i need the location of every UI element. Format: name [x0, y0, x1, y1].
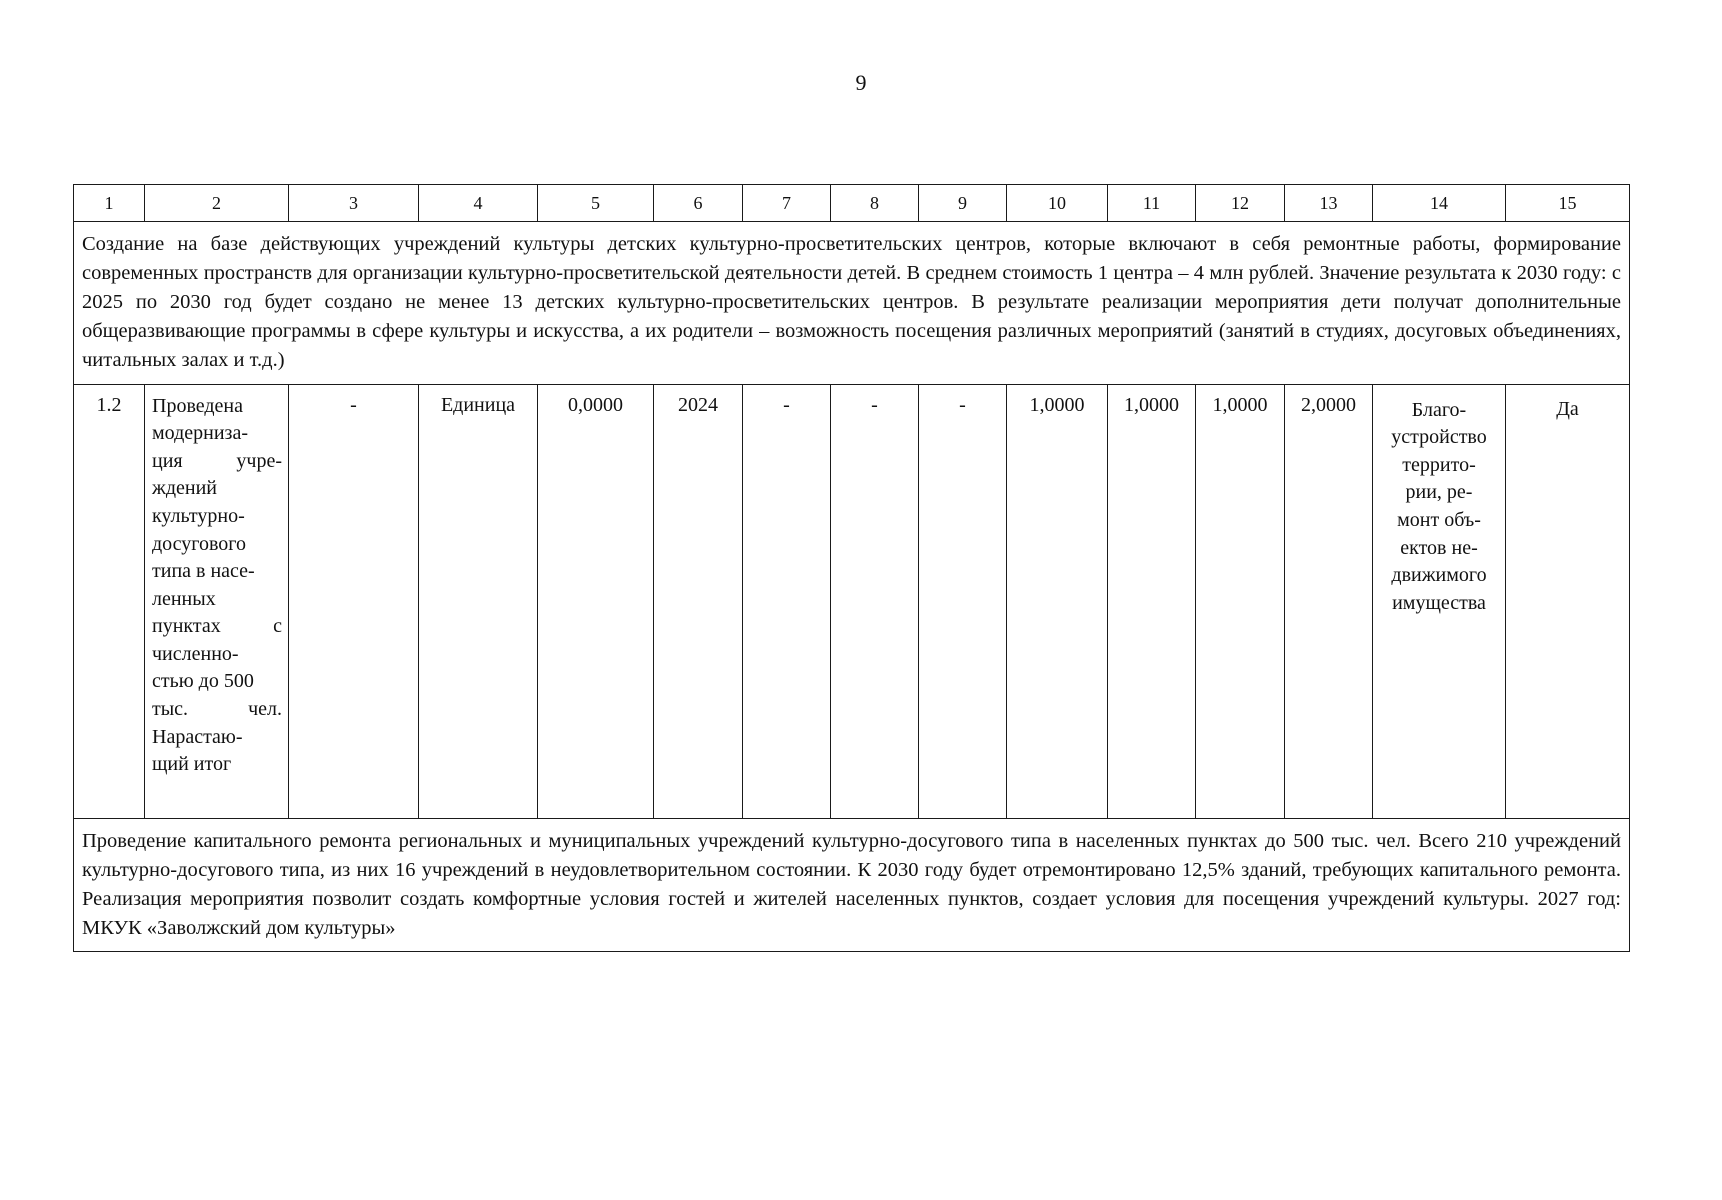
cell-text-line: Благо- — [1411, 398, 1467, 421]
cell-text-line: рии, ре- — [1405, 481, 1473, 504]
cell-text-line — [152, 448, 282, 476]
cell-text-line: типа в насе- — [152, 560, 255, 583]
final-result-cell: Да — [1506, 384, 1630, 818]
col9-cell: - — [919, 384, 1007, 818]
cell-text-line: стью до 500 — [152, 670, 254, 693]
result-name-cell — [145, 384, 289, 818]
page-number: 9 — [855, 70, 867, 95]
col8-cell: - — [831, 384, 919, 818]
column-number-cell: 12 — [1196, 185, 1285, 222]
column-number-cell: 1 — [74, 185, 145, 222]
cell-text-word: пунктах — [152, 615, 221, 638]
cell-text-line: устройство — [1391, 426, 1487, 449]
footer-description-row — [74, 818, 1630, 951]
col12-cell: 1,0000 — [1196, 384, 1285, 818]
cell-text-line — [152, 613, 282, 641]
cell-text-line: щий итог — [152, 753, 232, 776]
cell-text-line: имущества — [1392, 591, 1486, 614]
cell-text-line: движимого — [1391, 564, 1487, 587]
cell-text-line: ектов не- — [1400, 536, 1478, 559]
column-number-cell: 6 — [654, 185, 743, 222]
cell-text-line: культурно- — [152, 504, 245, 527]
cell-text-word: ция — [152, 449, 183, 472]
cell-text-line: монт объ- — [1397, 508, 1481, 531]
cell-text-line: террито- — [1402, 453, 1476, 476]
base-value-cell: 0,0000 — [538, 384, 654, 818]
column-number-cell: 14 — [1373, 185, 1506, 222]
section-description: Создание на базе действующих учреждений культуры детских культурно-просветительских центров, которые включают в себя ремонтные работы, формирование современных пространств для организации культурно-просветительской деятельности детей. В среднем стоимость 1 центра – 4 млн рублей. Значение результата к 2030 году: с 2025 по 2030 год будет создано не менее 13 детских культурно-просветительских центров. В результате реализации мероприятия дети получат дополнительные общеразвивающие программы в сфере культуры и искусства, а их родители – возможность посещения различных мероприятий (занятий в студиях, досуговых объединениях, читальных залах и т.д.) — [74, 222, 1630, 385]
cell-text-line: досугового — [152, 532, 247, 555]
cell-text-word: учре- — [236, 449, 282, 472]
cell-text-word: тыс. — [152, 698, 189, 721]
column-number-cell: 9 — [919, 185, 1007, 222]
column-number-row — [74, 185, 1630, 222]
cell-text-line — [152, 696, 282, 724]
col13-cell: 2,0000 — [1285, 384, 1373, 818]
cell-text-line: Нарастаю- — [152, 725, 243, 748]
col11-cell: 1,0000 — [1108, 384, 1196, 818]
cell-text-line: модерниза- — [152, 422, 248, 445]
column-number-cell: 2 — [145, 185, 289, 222]
unit-cell: Единица — [419, 384, 538, 818]
cell-text-line: Проведена — [152, 394, 244, 417]
column-number-cell: 3 — [289, 185, 419, 222]
col7-cell: - — [743, 384, 831, 818]
cell-text-line: численно- — [152, 642, 239, 665]
result-table — [73, 184, 1630, 952]
column-number-cell: 4 — [419, 185, 538, 222]
footer-description: Проведение капитального ремонта региональных и муниципальных учреждений культурно-досугового типа в населенных пунктах до 500 тыс. чел. Всего 210 учреждений культурно-досугового типа, из них 16 учреждений в неудовлетворительном состоянии. К 2030 году будет отремонтировано 12,5% зданий, требующих капитального ремонта. Реализация мероприятия позволит создать комфортные условия гостей и жителей населенных пунктов, создает условия для посещения учреждений культуры. 2027 год: МКУК «Заволжский дом культуры» — [74, 818, 1630, 951]
column-number-cell: 7 — [743, 185, 831, 222]
result-type-cell — [1373, 384, 1506, 818]
column-number-cell: 8 — [831, 185, 919, 222]
column-number-cell: 13 — [1285, 185, 1373, 222]
cell-text-word: с — [273, 615, 282, 638]
column-number-cell: 15 — [1506, 185, 1630, 222]
cell-text-line: ждений — [152, 477, 217, 500]
cell-text-line: ленных — [152, 587, 216, 610]
col3-cell: - — [289, 384, 419, 818]
column-number-cell: 11 — [1108, 185, 1196, 222]
row-number-cell: 1.2 — [74, 384, 145, 818]
table-row — [74, 384, 1630, 818]
column-number-cell: 5 — [538, 185, 654, 222]
base-year-cell: 2024 — [654, 384, 743, 818]
section-description-row — [74, 222, 1630, 385]
column-number-cell: 10 — [1007, 185, 1108, 222]
cell-text-word: чел. — [248, 698, 282, 721]
col10-cell: 1,0000 — [1007, 384, 1108, 818]
